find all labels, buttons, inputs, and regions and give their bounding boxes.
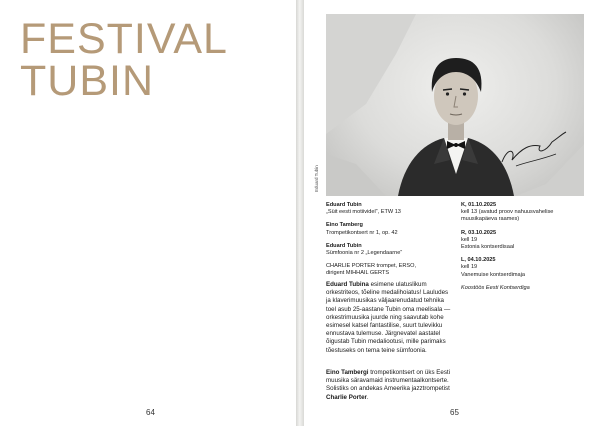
performers bbox=[326, 263, 454, 277]
concert-time: kell 13 (avatud proov nahuusvahelise bbox=[461, 209, 554, 216]
concert-item bbox=[461, 257, 585, 279]
performers-line-2: dirigent MIHHAIL GERTS bbox=[326, 270, 390, 277]
concert-item bbox=[461, 202, 585, 224]
work-title: Trompetikontsert nr 1, op. 42 bbox=[326, 229, 398, 236]
composer-name: Eduard Tubin bbox=[326, 202, 362, 208]
concert-venue: muusikapäeva raames) bbox=[461, 216, 520, 223]
right-page bbox=[304, 0, 600, 426]
performers-line-1: CHARLIE PORTER trompet, ERSO, bbox=[326, 263, 417, 270]
book-gutter bbox=[296, 0, 304, 426]
paragraph-text: esimene ulatuslikum orkestriteos, tõeline medalihoiatus! Lauludes ja klaverimuusikas väljaarenudatud tehnika toel asub 25-aastane Tubin oma meelisala — orkestrimuusika juurde ning saavutab kohe esimesel katsel fantastilise, suurt tulevikku ennustava tulemuse. Järgnevatel aastatel õigustab Tubin medaliootusi, mille parimaks tõestuseks on tema teine sümfoonia. bbox=[326, 281, 451, 354]
program-item bbox=[326, 202, 454, 216]
program-item bbox=[326, 243, 454, 257]
paragraph-end: . bbox=[366, 393, 369, 401]
portrait-illustration bbox=[326, 14, 584, 196]
paragraph-text: trompetikontsert on üks Eesti muusika säravamaid instrumentaalkontserte. Solistiks on andekas Ameerika jazztrompetist bbox=[326, 369, 451, 393]
paragraph-name: Eino Tambergi bbox=[326, 369, 369, 376]
work-title: Sümfoonia nr 2 „Legendaarne“ bbox=[326, 250, 403, 257]
concert-date: R, 03.10.2025 bbox=[461, 229, 497, 236]
composer-name: Eduard Tubin bbox=[326, 242, 362, 249]
concert-venue: Estonia kontserdisaal bbox=[461, 244, 515, 251]
page-number-left: 64 bbox=[146, 408, 155, 417]
portrait-photo bbox=[326, 14, 584, 196]
paragraph-tubin bbox=[326, 281, 454, 355]
photo-credit: Eduard Tubin bbox=[314, 165, 319, 192]
page-number-right: 65 bbox=[450, 408, 459, 417]
soloist-name: Charlie Porter bbox=[326, 393, 367, 401]
title-line-2: TUBIN bbox=[20, 57, 154, 105]
program-item bbox=[326, 222, 454, 236]
paragraph-tamberg bbox=[326, 369, 454, 402]
concerts-column bbox=[461, 202, 585, 292]
concert-time: kell 19 bbox=[461, 264, 478, 271]
paragraph-name: Eduard Tubina bbox=[326, 281, 369, 288]
program-column bbox=[326, 202, 454, 284]
composer-name: Eino Tamberg bbox=[326, 222, 363, 229]
concert-venue: Vanemuise kontserdimaja bbox=[461, 271, 525, 278]
cooperation-note: Koostöös Eesti Kontserdiga bbox=[461, 284, 530, 291]
concert-date: L, 04.10.2025 bbox=[461, 257, 496, 264]
title-line-1: FESTIVAL bbox=[20, 15, 228, 63]
concert-time: kell 19 bbox=[461, 236, 478, 243]
concert-item bbox=[461, 230, 585, 252]
concert-date: K, 01.10.2025 bbox=[461, 202, 497, 208]
work-title: „Süit eesti motiividel“, ETW 13 bbox=[326, 209, 401, 216]
left-page bbox=[0, 0, 296, 426]
festival-title bbox=[20, 15, 228, 105]
